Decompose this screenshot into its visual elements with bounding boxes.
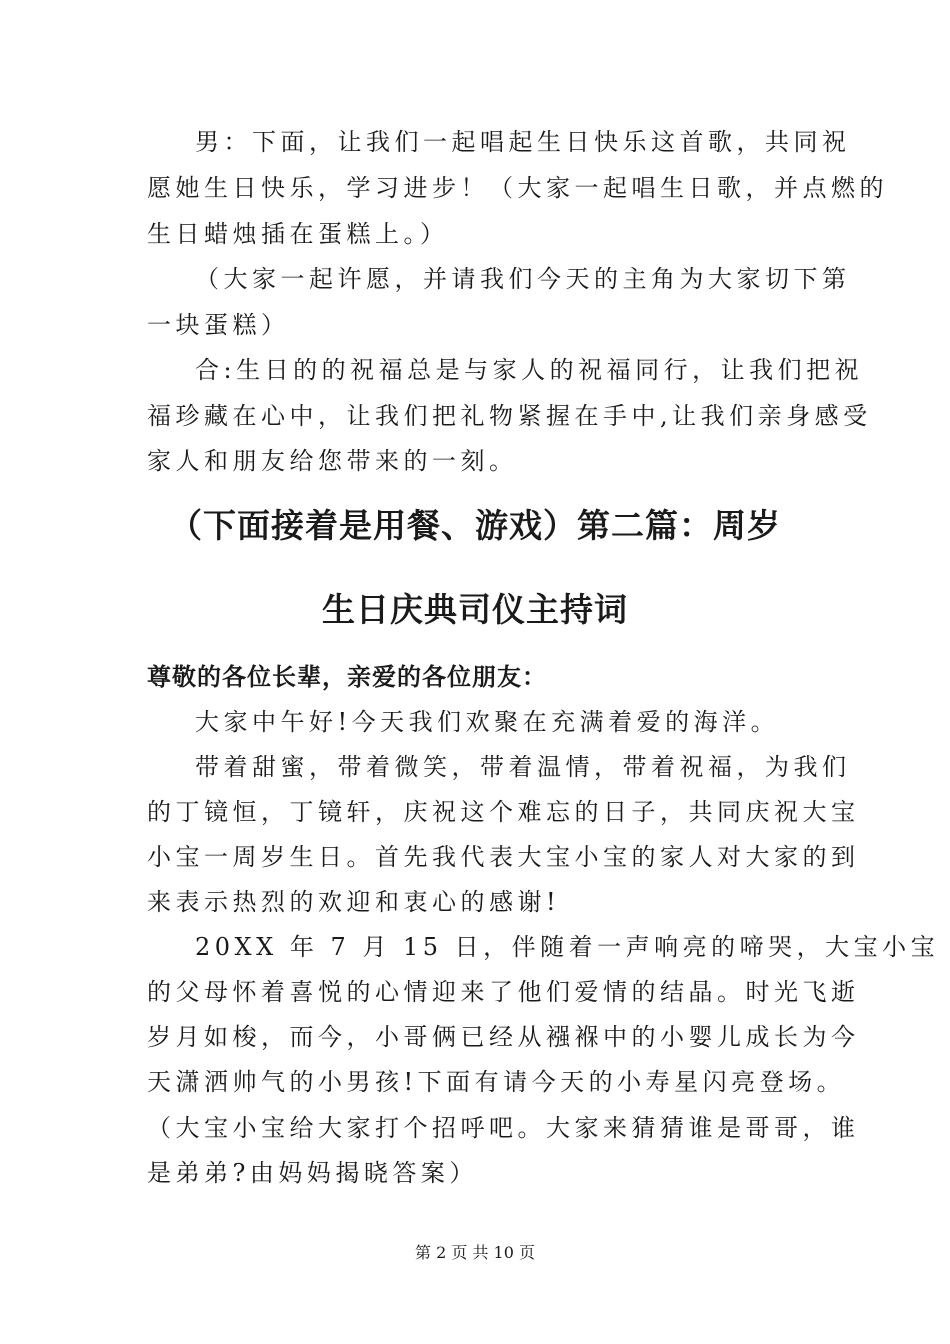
paragraph-line: 合:生日的的祝福总是与家人的祝福同行，让我们把祝 (195, 356, 864, 384)
paragraph-line: 天潇洒帅气的小男孩!下面有请今天的小寿星闪亮登场。 (147, 1068, 846, 1096)
paragraph-line: 愿她生日快乐，学习进步！（大家一起唱生日歌，并点燃的 (147, 174, 888, 202)
paragraph-line: 来表示热烈的欢迎和衷心的感谢! (147, 888, 561, 916)
paragraph-line: 家人和朋友给您带来的一刻。 (147, 447, 518, 475)
paragraph-line: 福珍藏在心中，让我们把礼物紧握在手中,让我们亲身感受 (147, 402, 872, 430)
page-number: 第 2 页 共 10 页 (415, 1243, 535, 1262)
paragraph-line: 20XX 年 7 月 15 日，伴随着一声响亮的啼哭，大宝小宝 (195, 933, 940, 961)
section-heading: 生日庆典司仪主持词 (322, 590, 628, 629)
paragraph-line: 生日蜡烛插在蛋糕上。） (147, 220, 449, 248)
greeting: 尊敬的各位长辈，亲爱的各位朋友： (147, 662, 547, 691)
paragraph-line: 的父母怀着喜悦的心情迎来了他们爱情的结晶。时光飞逝 (147, 978, 860, 1006)
paragraph-line: 男：下面，让我们一起唱起生日快乐这首歌，共同祝 (195, 128, 851, 156)
paragraph-line: 一块蛋糕） (147, 311, 290, 339)
paragraph-line: 是弟弟?由妈妈揭晓答案） (147, 1159, 478, 1187)
paragraph-line: 小宝一周岁生日。首先我代表大宝小宝的家人对大家的到 (147, 843, 860, 871)
paragraph-line: 岁月如梭，而今，小哥俩已经从襁褓中的小婴儿成长为今 (147, 1023, 860, 1051)
paragraph-line: （大家一起许愿，并请我们今天的主角为大家切下第 (195, 265, 851, 293)
paragraph-line: 的丁镜恒，丁镜轩，庆祝这个难忘的日子，共同庆祝大宝 (147, 798, 860, 826)
paragraph-line: （大宝小宝给大家打个招呼吧。大家来猜猜谁是哥哥，谁 (147, 1114, 860, 1142)
section-heading: （下面接着是用餐、游戏）第二篇：周岁 (169, 506, 781, 545)
paragraph-line: 大家中午好!今天我们欢聚在充满着爱的海洋。 (195, 708, 780, 736)
paragraph-line: 带着甜蜜，带着微笑，带着温情，带着祝福，为我们 (195, 753, 851, 781)
